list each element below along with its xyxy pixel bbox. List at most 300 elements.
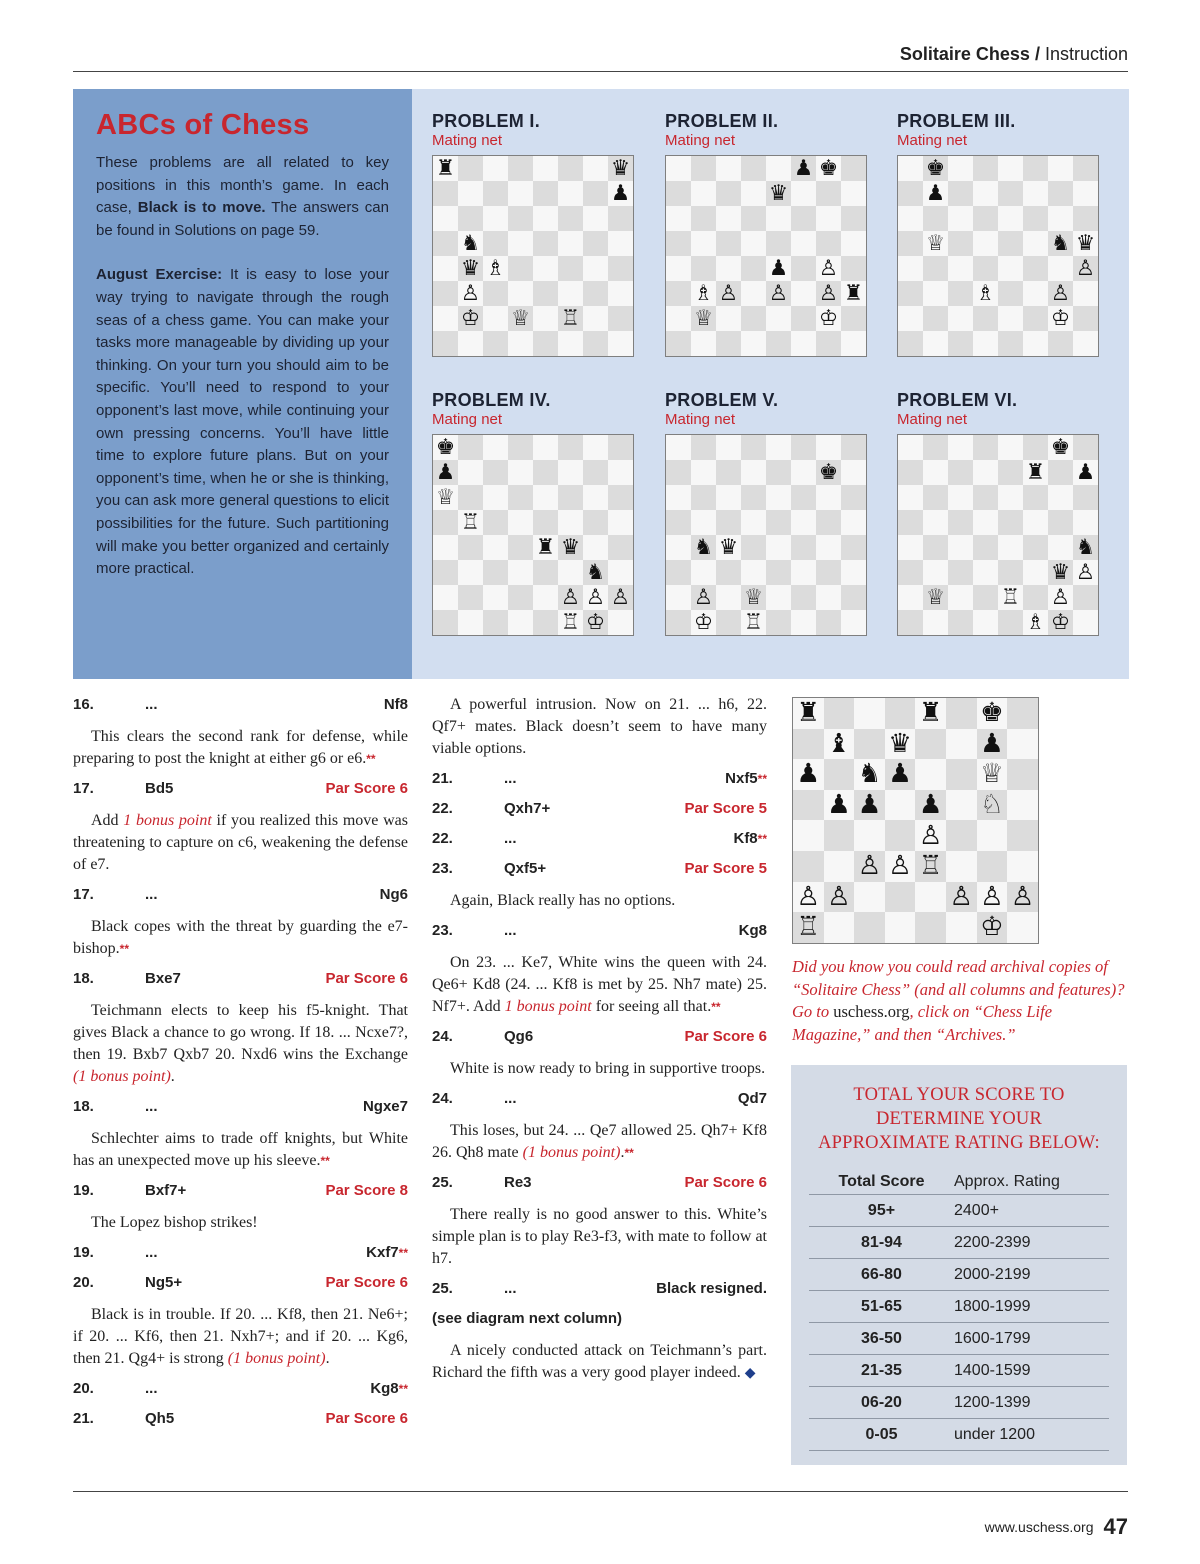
board-square: [998, 206, 1023, 231]
board-square: [508, 585, 533, 610]
board-square: [458, 156, 483, 181]
board-square: [791, 256, 816, 281]
table-row: [809, 1227, 1109, 1259]
board-square: [898, 281, 923, 306]
board-square: [998, 460, 1023, 485]
board-square: [948, 306, 973, 331]
board-square: [583, 306, 608, 331]
move-row: [73, 1180, 408, 1202]
board-square: [1023, 231, 1048, 256]
table-row: [809, 1291, 1109, 1323]
par-score: Par Score 6: [325, 1410, 408, 1427]
board-square: [766, 231, 791, 256]
board-square: [1023, 585, 1048, 610]
move-number: 16.: [73, 696, 94, 713]
board-square: [583, 460, 608, 485]
board-square: [977, 820, 1008, 851]
board-square: [973, 435, 998, 460]
move-row: [432, 768, 767, 790]
move-number: 24.: [432, 1090, 453, 1107]
footer: [985, 1514, 1128, 1540]
table-row: [809, 1259, 1109, 1291]
board-square: [433, 560, 458, 585]
board-square: [741, 181, 766, 206]
board-square: [533, 306, 558, 331]
board-square: [458, 206, 483, 231]
board-square: [508, 231, 533, 256]
board-square: [1023, 156, 1048, 181]
board-square: [508, 560, 533, 585]
board-square: [483, 560, 508, 585]
paragraph-text: if you realized this move was threatening to capture on c6, weakening the defense of e7.: [73, 812, 408, 873]
board-square: [716, 510, 741, 535]
board-square: [898, 435, 923, 460]
board-square: [766, 585, 791, 610]
move-row: [432, 858, 767, 880]
black-knight-icon: ♞: [857, 759, 882, 790]
board-square: [666, 331, 691, 356]
white-pawn-icon: ♙: [718, 280, 739, 306]
board-square: [741, 510, 766, 535]
board-square: [583, 206, 608, 231]
board-square: [458, 535, 483, 560]
move-black: [235, 1242, 408, 1264]
board-square: [766, 206, 791, 231]
board-square: [791, 585, 816, 610]
abc-title: ABCs of Chess: [96, 109, 310, 141]
board-square: [666, 281, 691, 306]
board-square: [824, 912, 855, 943]
score-box: [791, 1065, 1127, 1465]
board-square: [973, 610, 998, 635]
board-square: [666, 231, 691, 256]
board-square: [666, 560, 691, 585]
board-square: [666, 535, 691, 560]
board-square: [948, 485, 973, 510]
board-square: [816, 560, 841, 585]
board-square: [483, 585, 508, 610]
board-square: [716, 206, 741, 231]
black-king-icon: ♚: [1050, 434, 1071, 460]
board-square: [791, 460, 816, 485]
board-square: [1007, 790, 1038, 821]
running-header: [73, 44, 1128, 72]
board-square: [558, 510, 583, 535]
black-rook-icon: ♜: [796, 698, 821, 729]
problem-1-title: PROBLEM I.: [432, 111, 541, 131]
move-row: [73, 694, 408, 716]
board-square: [666, 256, 691, 281]
board-square: [923, 435, 948, 460]
board-square: [766, 156, 791, 181]
paragraph: [73, 726, 408, 770]
move-black-text: Kf8: [733, 830, 758, 847]
board-square: [691, 156, 716, 181]
board-square: [608, 306, 633, 331]
board-square: [458, 585, 483, 610]
black-knight-icon: ♞: [1050, 230, 1071, 256]
archive-url[interactable]: uschess.org: [833, 1002, 910, 1021]
move-row: [73, 1096, 408, 1118]
board-square: [666, 610, 691, 635]
archive-note-text: , click on “Chess Life Magazine,” and then “Archives.”: [792, 1002, 1053, 1044]
board-square: [533, 485, 558, 510]
board-square: [483, 435, 508, 460]
move-white: ...: [145, 886, 158, 903]
board-square: [433, 281, 458, 306]
white-pawn-icon: ♙: [1010, 881, 1035, 912]
board-square: [483, 181, 508, 206]
board-square: [973, 485, 998, 510]
move-black-text: Nxf5: [725, 770, 758, 787]
black-pawn-icon: ♟: [980, 728, 1004, 759]
paragraph-text: Teichmann elects to keep his f5-knight. That gives Black a chance to go wrong. If 18. ... Ncxe7?, then 19. Bxb7 Qxb7 20. Nxd6 wins the Exchange: [73, 1002, 408, 1063]
bonus-text: 1 bonus point: [504, 998, 592, 1015]
board-square: [923, 560, 948, 585]
board-square: [558, 231, 583, 256]
paragraph: [432, 694, 767, 760]
board-square: [923, 485, 948, 510]
board-square: [898, 156, 923, 181]
abc-intro: [96, 152, 389, 242]
move-number: 18.: [73, 970, 94, 987]
white-queen-icon: ♕: [925, 230, 946, 256]
board-square: [508, 485, 533, 510]
move-white: Ng5+: [145, 1274, 183, 1291]
board-square: [766, 435, 791, 460]
move-row: [432, 1026, 767, 1048]
board-square: [608, 281, 633, 306]
rating-range: 2400+: [954, 1201, 999, 1219]
board-square: [1073, 510, 1098, 535]
board-square: [1023, 435, 1048, 460]
header-section: Solitaire Chess: [899, 44, 1030, 64]
move-row: [432, 1172, 767, 1194]
board-square: [816, 535, 841, 560]
footer-url[interactable]: www.uschess.org: [984, 1519, 1094, 1535]
problem-6-title: PROBLEM VI.: [897, 390, 1018, 410]
black-knight-icon: ♞: [460, 230, 481, 256]
par-score: Par Score 6: [684, 1174, 767, 1191]
board-square: [1023, 510, 1048, 535]
problem-6-subtitle: Mating net: [897, 411, 968, 428]
board-square: [691, 331, 716, 356]
board-square: [691, 485, 716, 510]
board-square: [841, 331, 866, 356]
move-white: ...: [504, 922, 517, 939]
board-square: [533, 281, 558, 306]
board-square: [898, 510, 923, 535]
board-square: [898, 585, 923, 610]
board-square: [508, 510, 533, 535]
white-pawn-icon: ♙: [1075, 255, 1096, 281]
board-square: [666, 510, 691, 535]
black-queen-icon: ♛: [768, 180, 789, 206]
board-square: [483, 331, 508, 356]
board-square: [948, 281, 973, 306]
board-square: [923, 331, 948, 356]
move-number: 17.: [73, 886, 94, 903]
white-rook-icon: ♖: [1000, 584, 1021, 610]
board-square: [998, 181, 1023, 206]
board-square: [766, 460, 791, 485]
move-white: Qxh7+: [504, 800, 551, 817]
board-square: [948, 231, 973, 256]
column-2: [432, 694, 767, 1393]
board-square: [666, 485, 691, 510]
black-pawn-icon: ♟: [888, 759, 912, 790]
board-square: [973, 510, 998, 535]
problem-2-subtitle: Mating net: [665, 132, 736, 149]
board-square: [841, 256, 866, 281]
board-square: [946, 851, 977, 882]
black-pawn-icon: ♟: [1075, 459, 1096, 485]
white-pawn-icon: ♙: [796, 881, 821, 912]
board-square: [1007, 820, 1038, 851]
score-range: 51-65: [861, 1297, 902, 1315]
white-pawn-icon: ♙: [560, 584, 581, 610]
board-square: [458, 181, 483, 206]
board-square: [691, 460, 716, 485]
board-square: [948, 560, 973, 585]
board-square: [608, 256, 633, 281]
board-square: [458, 331, 483, 356]
footer-rule: [73, 1491, 1128, 1492]
board-square: [1073, 435, 1098, 460]
board-square: [1023, 206, 1048, 231]
move-row: [73, 968, 408, 990]
board-square: [508, 256, 533, 281]
board-square: [433, 206, 458, 231]
asterisks: **: [398, 1246, 408, 1260]
board-square: [1023, 560, 1048, 585]
board-square: [824, 851, 855, 882]
board-square: [791, 281, 816, 306]
board-square: [791, 560, 816, 585]
white-pawn-icon: ♙: [980, 881, 1004, 912]
board-square: [898, 331, 923, 356]
board-square: [973, 256, 998, 281]
board-square: [816, 510, 841, 535]
white-rook-icon: ♖: [560, 305, 581, 331]
column-1: [73, 694, 408, 1436]
move-number: 23.: [432, 860, 453, 877]
board-square: [998, 331, 1023, 356]
board-square: [854, 729, 885, 760]
board-square: [1023, 256, 1048, 281]
board-square: [741, 535, 766, 560]
white-queen-icon: ♕: [435, 484, 456, 510]
black-king-icon: ♚: [818, 459, 839, 485]
board-square: [766, 535, 791, 560]
board-square: [483, 206, 508, 231]
board-square: [998, 256, 1023, 281]
board-square: [948, 156, 973, 181]
board-square: [583, 535, 608, 560]
move-number: 21.: [73, 1410, 94, 1427]
board-square: [533, 206, 558, 231]
board-square: [816, 610, 841, 635]
board-square: [583, 181, 608, 206]
board-square: [841, 485, 866, 510]
black-queen-icon: ♛: [560, 534, 581, 560]
board-square: [948, 331, 973, 356]
game-diagram-board: [792, 697, 1039, 944]
paragraph-text: White is now ready to bring in supportive troops.: [450, 1060, 766, 1077]
move-black: Nf8: [383, 696, 408, 713]
abc-exercise-label: August Exercise:: [96, 266, 223, 284]
board-square: [583, 331, 608, 356]
board-square: [998, 435, 1023, 460]
black-king-icon: ♚: [980, 698, 1004, 729]
black-queen-icon: ♛: [460, 255, 481, 281]
white-king-icon: ♔: [818, 305, 839, 331]
board-square: [841, 206, 866, 231]
score-range: 21-35: [861, 1361, 902, 1379]
board-square: [583, 435, 608, 460]
board-square: [973, 331, 998, 356]
white-pawn-icon: ♙: [693, 584, 714, 610]
board-square: [841, 156, 866, 181]
board-square: [433, 306, 458, 331]
board-square: [885, 698, 916, 729]
problem-4-board: [432, 434, 634, 636]
move-black-text: Kg8: [370, 1380, 399, 1397]
move-number: 25.: [432, 1280, 453, 1297]
board-square: [791, 331, 816, 356]
asterisks: **: [711, 1000, 721, 1014]
board-square: [533, 610, 558, 635]
board-square: [716, 560, 741, 585]
board-square: [791, 206, 816, 231]
move-black: Ngxe7: [362, 1098, 408, 1115]
black-pawn-icon: ♟: [768, 255, 789, 281]
board-square: [716, 156, 741, 181]
board-square: [433, 610, 458, 635]
board-square: [793, 790, 824, 821]
board-square: [898, 206, 923, 231]
black-pawn-icon: ♟: [796, 759, 821, 790]
move-black: Kg8: [738, 922, 767, 939]
board-square: [1073, 306, 1098, 331]
board-square: [948, 181, 973, 206]
board-square: [791, 485, 816, 510]
board-square: [885, 790, 916, 821]
header-total-score: Total Score: [838, 1172, 925, 1190]
board-square: [1007, 729, 1038, 760]
board-square: [1007, 851, 1038, 882]
move-white: Bd5: [145, 780, 174, 797]
white-king-icon: ♔: [460, 305, 481, 331]
paragraph-text: .: [620, 1144, 625, 1161]
board-square: [973, 306, 998, 331]
black-knight-icon: ♞: [693, 534, 714, 560]
black-rook-icon: ♜: [435, 155, 456, 181]
board-square: [508, 281, 533, 306]
board-square: [716, 306, 741, 331]
rating-range: 1400-1599: [954, 1361, 1031, 1379]
bonus-text: (1 bonus point): [73, 1068, 171, 1085]
par-score: Par Score 6: [325, 1274, 408, 1291]
board-square: [1048, 535, 1073, 560]
paragraph-text: There really is no good answer to this. White’s simple plan is to play Re3-f3, with mate to follow at h7.: [432, 1206, 767, 1267]
board-square: [483, 510, 508, 535]
board-square: [998, 156, 1023, 181]
board-square: [854, 820, 885, 851]
board-square: [791, 435, 816, 460]
move-row: [73, 1408, 408, 1430]
move-row: [432, 1088, 767, 1110]
asterisks: **: [366, 752, 376, 766]
board-square: [741, 485, 766, 510]
board-square: [691, 231, 716, 256]
board-square: [1073, 206, 1098, 231]
move-row: [432, 920, 767, 942]
board-square: [533, 435, 558, 460]
paragraph-text: Black is in trouble. If 20. ... Kf8, then 21. Ne6+; if 20. ... Kf6, then 21. Nxh7+; and if 20. ... Kg6, then 21. Qg4+ is strong: [73, 1306, 408, 1367]
board-square: [898, 306, 923, 331]
board-square: [716, 585, 741, 610]
move-number: 21.: [432, 770, 453, 787]
paragraph-text: .: [325, 1350, 330, 1367]
black-king-icon: ♚: [925, 155, 946, 181]
paragraph: [73, 1128, 408, 1172]
board-square: [998, 510, 1023, 535]
board-square: [508, 206, 533, 231]
paragraph-text: On 23. ... Ke7, White wins the queen with 24. Qe6+ Kd8 (24. ... Kf8 is met by 25. Nh7 mate) 25. Nf7+. Add: [432, 954, 767, 1015]
board-square: [1023, 306, 1048, 331]
board-square: [841, 181, 866, 206]
board-square: [998, 610, 1023, 635]
paragraph: [432, 1340, 767, 1385]
board-square: [741, 306, 766, 331]
board-square: [854, 698, 885, 729]
score-range: 06-20: [861, 1393, 902, 1411]
board-square: [973, 560, 998, 585]
white-queen-icon: ♕: [925, 584, 946, 610]
board-square: [854, 882, 885, 913]
move-white: Qg6: [504, 1028, 534, 1045]
board-square: [508, 181, 533, 206]
board-square: [433, 510, 458, 535]
board-square: [666, 585, 691, 610]
board-square: [824, 820, 855, 851]
board-square: [741, 256, 766, 281]
board-square: [854, 912, 885, 943]
board-square: [841, 510, 866, 535]
board-square: [793, 820, 824, 851]
problem-2: [665, 111, 870, 357]
board-square: [1007, 912, 1038, 943]
board-square: [1023, 331, 1048, 356]
white-rook-icon: ♖: [460, 509, 481, 535]
white-king-icon: ♔: [585, 609, 606, 635]
move-white: ...: [145, 696, 158, 713]
board-square: [946, 912, 977, 943]
board-square: [433, 231, 458, 256]
board-square: [583, 485, 608, 510]
problem-1: [432, 111, 637, 357]
board-square: [741, 231, 766, 256]
problem-5: [665, 390, 870, 636]
board-square: [533, 585, 558, 610]
board-square: [841, 560, 866, 585]
move-white: ...: [504, 830, 517, 847]
abc-exercise: [96, 264, 389, 580]
black-pawn-icon: ♟: [925, 180, 946, 206]
score-title: TOTAL YOUR SCORE TO DETERMINE YOUR APPROXIMATE RATING BELOW:: [818, 1085, 1100, 1153]
board-square: [533, 231, 558, 256]
